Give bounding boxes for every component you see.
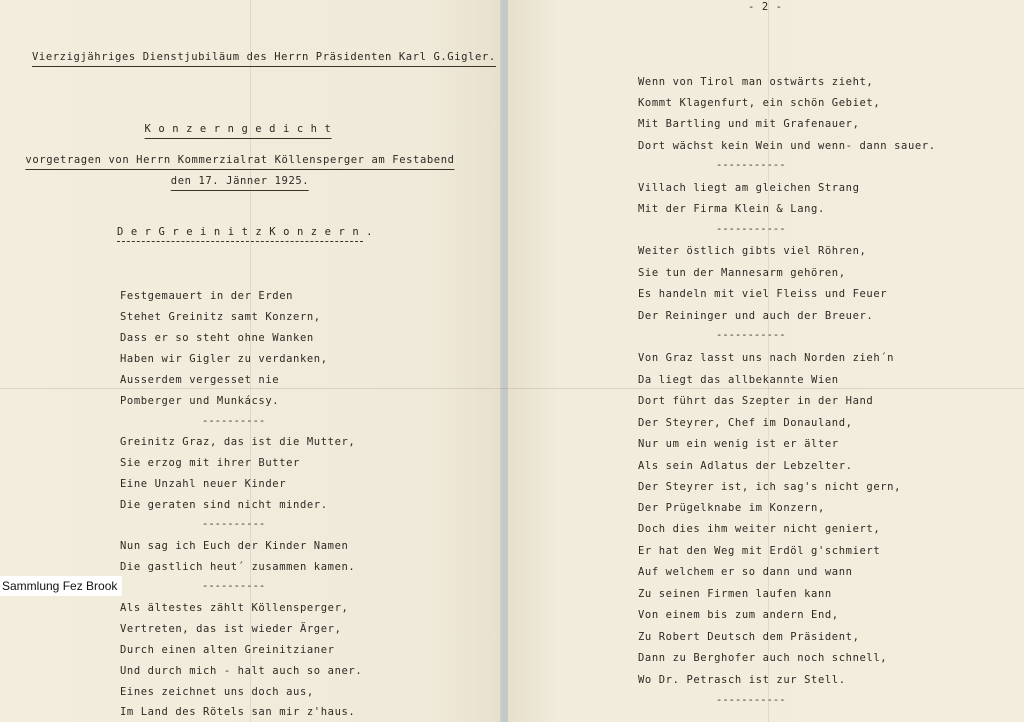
verse-line: Von Graz lasst uns nach Norden zieh´n bbox=[638, 352, 895, 364]
verse-line: Eine Unzahl neuer Kinder bbox=[120, 478, 287, 490]
verse-line: Mit Bartling und mit Grafenauer, bbox=[638, 118, 860, 130]
stanza-separator: ---------- bbox=[202, 580, 266, 592]
stanza-separator: ---------- bbox=[202, 415, 266, 427]
verse-line: Wenn von Tirol man ostwärts zieht, bbox=[638, 76, 874, 88]
stanza-separator: ----------- bbox=[716, 694, 786, 706]
verse-line: Dass er so steht ohne Wanken bbox=[120, 332, 314, 344]
poem-date: den 17. Jänner 1925. bbox=[171, 176, 309, 191]
verse-line: Der Steyrer ist, ich sag's nicht gern, bbox=[638, 481, 902, 493]
paper-fold-horizontal bbox=[0, 388, 1024, 389]
page-gutter bbox=[500, 0, 508, 722]
verse-line: Pomberger und Munkácsy. bbox=[120, 395, 280, 407]
verse-line: Kommt Klagenfurt, ein schön Gebiet, bbox=[638, 97, 881, 109]
verse-line: Doch dies ihm weiter nicht geniert, bbox=[638, 523, 881, 535]
paper-fold-vertical bbox=[768, 0, 769, 722]
verse-line: Greinitz Graz, das ist die Mutter, bbox=[120, 436, 356, 448]
verse-line: Als ältestes zählt Köllensperger, bbox=[120, 602, 349, 614]
header-line: Vierzigjähriges Dienstjubiläum des Herrn Präsidenten Karl G.Gigler. bbox=[32, 52, 496, 67]
section-title: D e r G r e i n i t z K o n z e r n . bbox=[117, 227, 363, 242]
verse-line: Sie erzog mit ihrer Butter bbox=[120, 457, 300, 469]
verse-line: Ausserdem vergesset nie bbox=[120, 374, 280, 386]
verse-line: Im Land des Rötels san mir z'haus. bbox=[120, 706, 356, 718]
verse-line: Die gastlich heut´ zusammen kamen. bbox=[120, 561, 356, 573]
stanza-separator: ----------- bbox=[716, 223, 786, 235]
verse-line: Auf welchem er so dann und wann bbox=[638, 566, 853, 578]
collection-watermark: Sammlung Fez Brook bbox=[0, 576, 122, 596]
stanza-separator: ----------- bbox=[716, 159, 786, 171]
verse-line: Vertreten, das ist wieder Ärger, bbox=[120, 623, 342, 635]
verse-line: Dann zu Berghofer auch noch schnell, bbox=[638, 652, 888, 664]
verse-line: Zu seinen Firmen laufen kann bbox=[638, 588, 832, 600]
verse-line: Da liegt das allbekannte Wien bbox=[638, 374, 839, 386]
verse-line: Der Prügelknabe im Konzern, bbox=[638, 502, 825, 514]
poem-subtitle: vorgetragen von Herrn Kommerzialrat Köllensperger am Festabend bbox=[25, 155, 454, 170]
verse-line: Eines zeichnet uns doch aus, bbox=[120, 686, 314, 698]
verse-line: Als sein Adlatus der Lebzelter. bbox=[638, 460, 853, 472]
stanza-separator: ---------- bbox=[202, 518, 266, 530]
verse-line: Sie tun der Mannesarm gehören, bbox=[638, 267, 846, 279]
verse-line: Weiter östlich gibts viel Röhren, bbox=[638, 245, 867, 257]
verse-line: Mit der Firma Klein & Lang. bbox=[638, 203, 825, 215]
verse-line: Festgemauert in der Erden bbox=[120, 290, 294, 302]
verse-line: Es handeln mit viel Fleiss und Feuer bbox=[638, 288, 888, 300]
verse-line: Durch einen alten Greinitzianer bbox=[120, 644, 335, 656]
page-number: - 2 - bbox=[748, 1, 783, 13]
verse-line: Dort wächst kein Wein und wenn- dann sauer. bbox=[638, 140, 936, 152]
paper-fold-vertical bbox=[250, 0, 251, 722]
verse-line: Der Reininger und auch der Breuer. bbox=[638, 310, 874, 322]
verse-line: Die geraten sind nicht minder. bbox=[120, 499, 328, 511]
verse-line: Haben wir Gigler zu verdanken, bbox=[120, 353, 328, 365]
verse-line: Wo Dr. Petrasch ist zur Stell. bbox=[638, 674, 846, 686]
verse-line: Er hat den Weg mit Erdöl g'schmiert bbox=[638, 545, 881, 557]
verse-line: Der Steyrer, Chef im Donauland, bbox=[638, 417, 853, 429]
poem-title: K o n z e r n g e d i c h t bbox=[145, 124, 332, 139]
verse-line: Villach liegt am gleichen Strang bbox=[638, 182, 860, 194]
verse-line: Und durch mich - halt auch so aner. bbox=[120, 665, 363, 677]
verse-line: Dort führt das Szepter in der Hand bbox=[638, 395, 874, 407]
verse-line: Stehet Greinitz samt Konzern, bbox=[120, 311, 321, 323]
verse-line: Nur um ein wenig ist er älter bbox=[638, 438, 839, 450]
verse-line: Von einem bis zum andern End, bbox=[638, 609, 839, 621]
stanza-separator: ----------- bbox=[716, 329, 786, 341]
verse-line: Nun sag ich Euch der Kinder Namen bbox=[120, 540, 349, 552]
right-page bbox=[508, 0, 1024, 722]
verse-line: Zu Robert Deutsch dem Präsident, bbox=[638, 631, 860, 643]
